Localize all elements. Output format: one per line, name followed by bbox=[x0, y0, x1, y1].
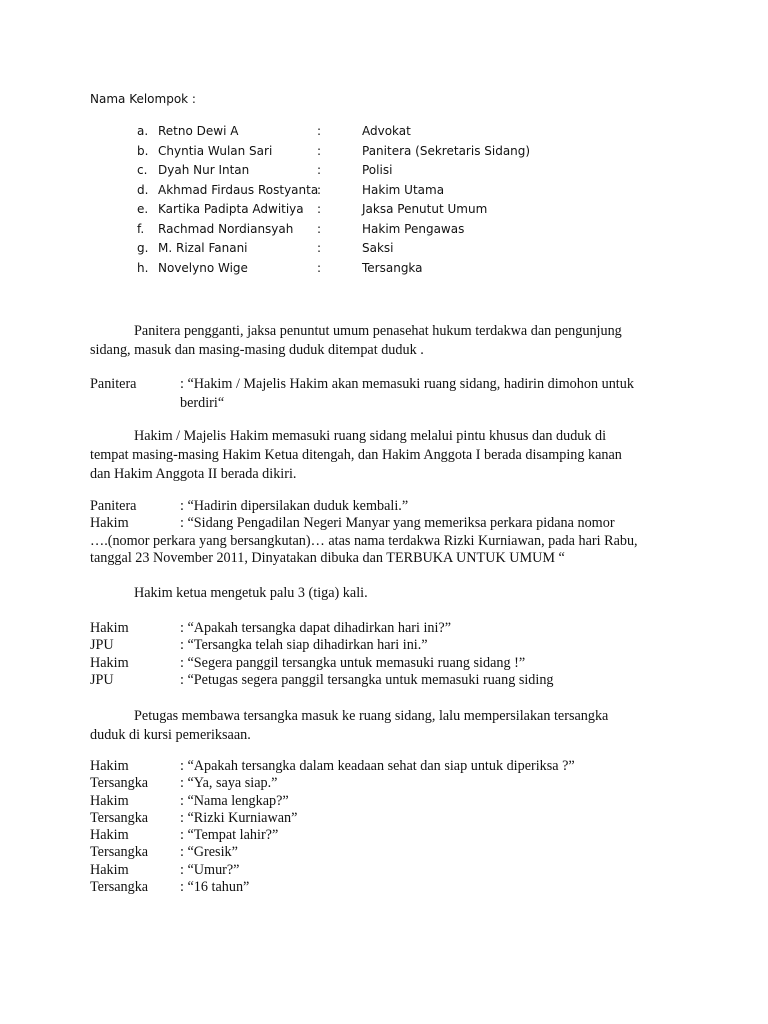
member-colon: : bbox=[317, 143, 322, 158]
member-name: Akhmad Firdaus Rostyanta bbox=[158, 182, 319, 197]
member-role: Tersangka bbox=[362, 260, 423, 275]
utterance: : “Hadirin dipersilakan duduk kembali.” bbox=[180, 498, 409, 514]
speaker-label: JPU bbox=[90, 637, 114, 654]
speaker-label: Hakim bbox=[90, 515, 129, 532]
member-letter: d. bbox=[137, 182, 149, 197]
dialog-line bbox=[90, 827, 680, 844]
paragraph-line: Panitera pengganti, jaksa penuntut umum penasehat hukum terdakwa dan pengunjung bbox=[134, 323, 622, 339]
speaker-label: Hakim bbox=[90, 654, 129, 671]
utterance: : “Sidang Pengadilan Negeri Manyar yang memeriksa perkara pidana nomor bbox=[180, 515, 615, 532]
dialog-opening bbox=[90, 498, 680, 567]
member-colon: : bbox=[317, 163, 322, 177]
utterance: : “Segera panggil tersangka untuk memasuki ruang sidang !” bbox=[180, 654, 526, 671]
speaker-label: Hakim bbox=[90, 792, 129, 809]
dialog-line bbox=[90, 498, 680, 515]
dialog-line bbox=[90, 810, 680, 827]
member-name: M. Rizal Fanani bbox=[158, 241, 248, 255]
paragraph-judges-enter bbox=[90, 427, 680, 484]
member-name: Retno Dewi A bbox=[158, 124, 239, 138]
member-colon: : bbox=[317, 241, 322, 255]
member-name: Novelyno Wige bbox=[158, 260, 248, 275]
utterance: : “Petugas segera panggil tersangka untuk memasuki ruang siding bbox=[180, 671, 554, 688]
utterance: : “Apakah tersangka dalam keadaan sehat dan siap untuk diperiksa ?” bbox=[180, 758, 575, 774]
member-letter: f. bbox=[137, 221, 145, 236]
speaker-label: Hakim bbox=[90, 827, 129, 844]
dialog-line bbox=[90, 655, 680, 672]
member-letter: h. bbox=[137, 260, 149, 275]
member-name: Dyah Nur Intan bbox=[158, 163, 250, 177]
paragraph-line: Hakim / Majelis Hakim memasuki ruang sidang melalui pintu khusus dan duduk di bbox=[134, 428, 607, 444]
paragraph-opening bbox=[90, 322, 680, 360]
member-colon: : bbox=[317, 260, 322, 275]
speaker-label: Tersangka bbox=[90, 809, 149, 826]
member-role: Polisi bbox=[362, 163, 393, 177]
member-role: Saksi bbox=[362, 241, 394, 255]
dialog-line bbox=[90, 793, 680, 810]
member-letter: b. bbox=[137, 143, 149, 158]
utterance: : “Hakim / Majelis Hakim akan memasuki ruang sidang, hadirin dimohon untuk bbox=[180, 376, 634, 392]
utterance: : “Tempat lahir?” bbox=[180, 827, 279, 844]
speaker-label: Hakim bbox=[90, 620, 129, 636]
paragraph-line: tempat masing-masing Hakim Ketua ditengah, dan Hakim Anggota I berada disamping kanan bbox=[90, 447, 622, 463]
dialog-summon bbox=[90, 620, 680, 689]
member-colon: : bbox=[317, 182, 322, 197]
speaker-label: Tersangka bbox=[90, 775, 149, 792]
dialog-examination bbox=[90, 758, 680, 896]
member-colon: : bbox=[317, 124, 322, 138]
member-role: Hakim Utama bbox=[362, 182, 445, 197]
utterance: : “Nama lengkap?” bbox=[180, 792, 289, 809]
member-letter: g. bbox=[137, 241, 149, 255]
paragraph-line: Hakim ketua mengetuk palu 3 (tiga) kali. bbox=[134, 585, 368, 601]
paragraph-line: duduk di kursi pemeriksaan. bbox=[90, 727, 251, 743]
paragraph-line: sidang, masuk dan masing-masing duduk ditempat duduk . bbox=[90, 342, 424, 358]
member-name: Chyntia Wulan Sari bbox=[158, 143, 273, 158]
member-letter: a. bbox=[137, 124, 149, 138]
member-role: Advokat bbox=[362, 124, 411, 138]
paragraph-defendant-enters bbox=[90, 707, 680, 745]
utterance: : “Apakah tersangka dapat dihadirkan hari ini?” bbox=[180, 620, 452, 636]
dialog-line bbox=[90, 758, 680, 775]
speaker-label: JPU bbox=[90, 671, 114, 688]
member-colon: : bbox=[317, 202, 322, 216]
dialog-line bbox=[90, 775, 680, 792]
dialog-line bbox=[90, 879, 680, 896]
group-heading: Nama Kelompok : bbox=[90, 92, 196, 106]
speaker-label: Hakim bbox=[90, 758, 129, 774]
utterance: : “Umur?” bbox=[180, 861, 240, 878]
member-name: Rachmad Nordiansyah bbox=[158, 221, 294, 236]
dialog-panitera-rise bbox=[90, 375, 680, 413]
dialog-line bbox=[90, 375, 680, 394]
dialog-line bbox=[90, 620, 680, 637]
utterance: : “Gresik” bbox=[180, 844, 238, 861]
utterance-continuation: tanggal 23 November 2011, Dinyatakan dibuka dan TERBUKA UNTUK UMUM “ bbox=[90, 549, 565, 566]
dialog-line bbox=[90, 515, 680, 532]
dialog-line bbox=[90, 862, 680, 879]
utterance: : “Ya, saya siap.” bbox=[180, 775, 278, 792]
paragraph-line: dan Hakim Anggota II berada dikiri. bbox=[90, 466, 297, 482]
speaker-label: Panitera bbox=[90, 376, 137, 392]
dialog-line bbox=[90, 844, 680, 861]
member-name: Kartika Padipta Adwitiya bbox=[158, 202, 304, 216]
member-role: Jaksa Penutut Umum bbox=[362, 202, 488, 216]
dialog-line bbox=[90, 637, 680, 654]
speaker-label: Hakim bbox=[90, 861, 129, 878]
paragraph-gavel bbox=[90, 584, 680, 603]
paragraph-line: Petugas membawa tersangka masuk ke ruang sidang, lalu mempersilakan tersangka bbox=[134, 708, 609, 724]
dialog-line bbox=[90, 672, 680, 689]
speaker-label: Panitera bbox=[90, 498, 137, 514]
speaker-label: Tersangka bbox=[90, 879, 149, 896]
utterance-continuation: berdiri“ bbox=[180, 395, 225, 411]
member-colon: : bbox=[317, 221, 322, 236]
member-role: Hakim Pengawas bbox=[362, 221, 465, 236]
member-letter: c. bbox=[137, 163, 148, 177]
utterance-continuation: ….(nomor perkara yang bersangkutan)… atas nama terdakwa Rizki Kurniawan, pada hari Rabu, bbox=[90, 532, 638, 549]
utterance: : “Rizki Kurniawan” bbox=[180, 809, 298, 826]
member-role: Panitera (Sekretaris Sidang) bbox=[362, 143, 531, 158]
member-letter: e. bbox=[137, 202, 149, 216]
speaker-label: Tersangka bbox=[90, 844, 149, 861]
utterance: : “Tersangka telah siap dihadirkan hari ini.” bbox=[180, 637, 428, 654]
utterance: : “16 tahun” bbox=[180, 879, 250, 896]
